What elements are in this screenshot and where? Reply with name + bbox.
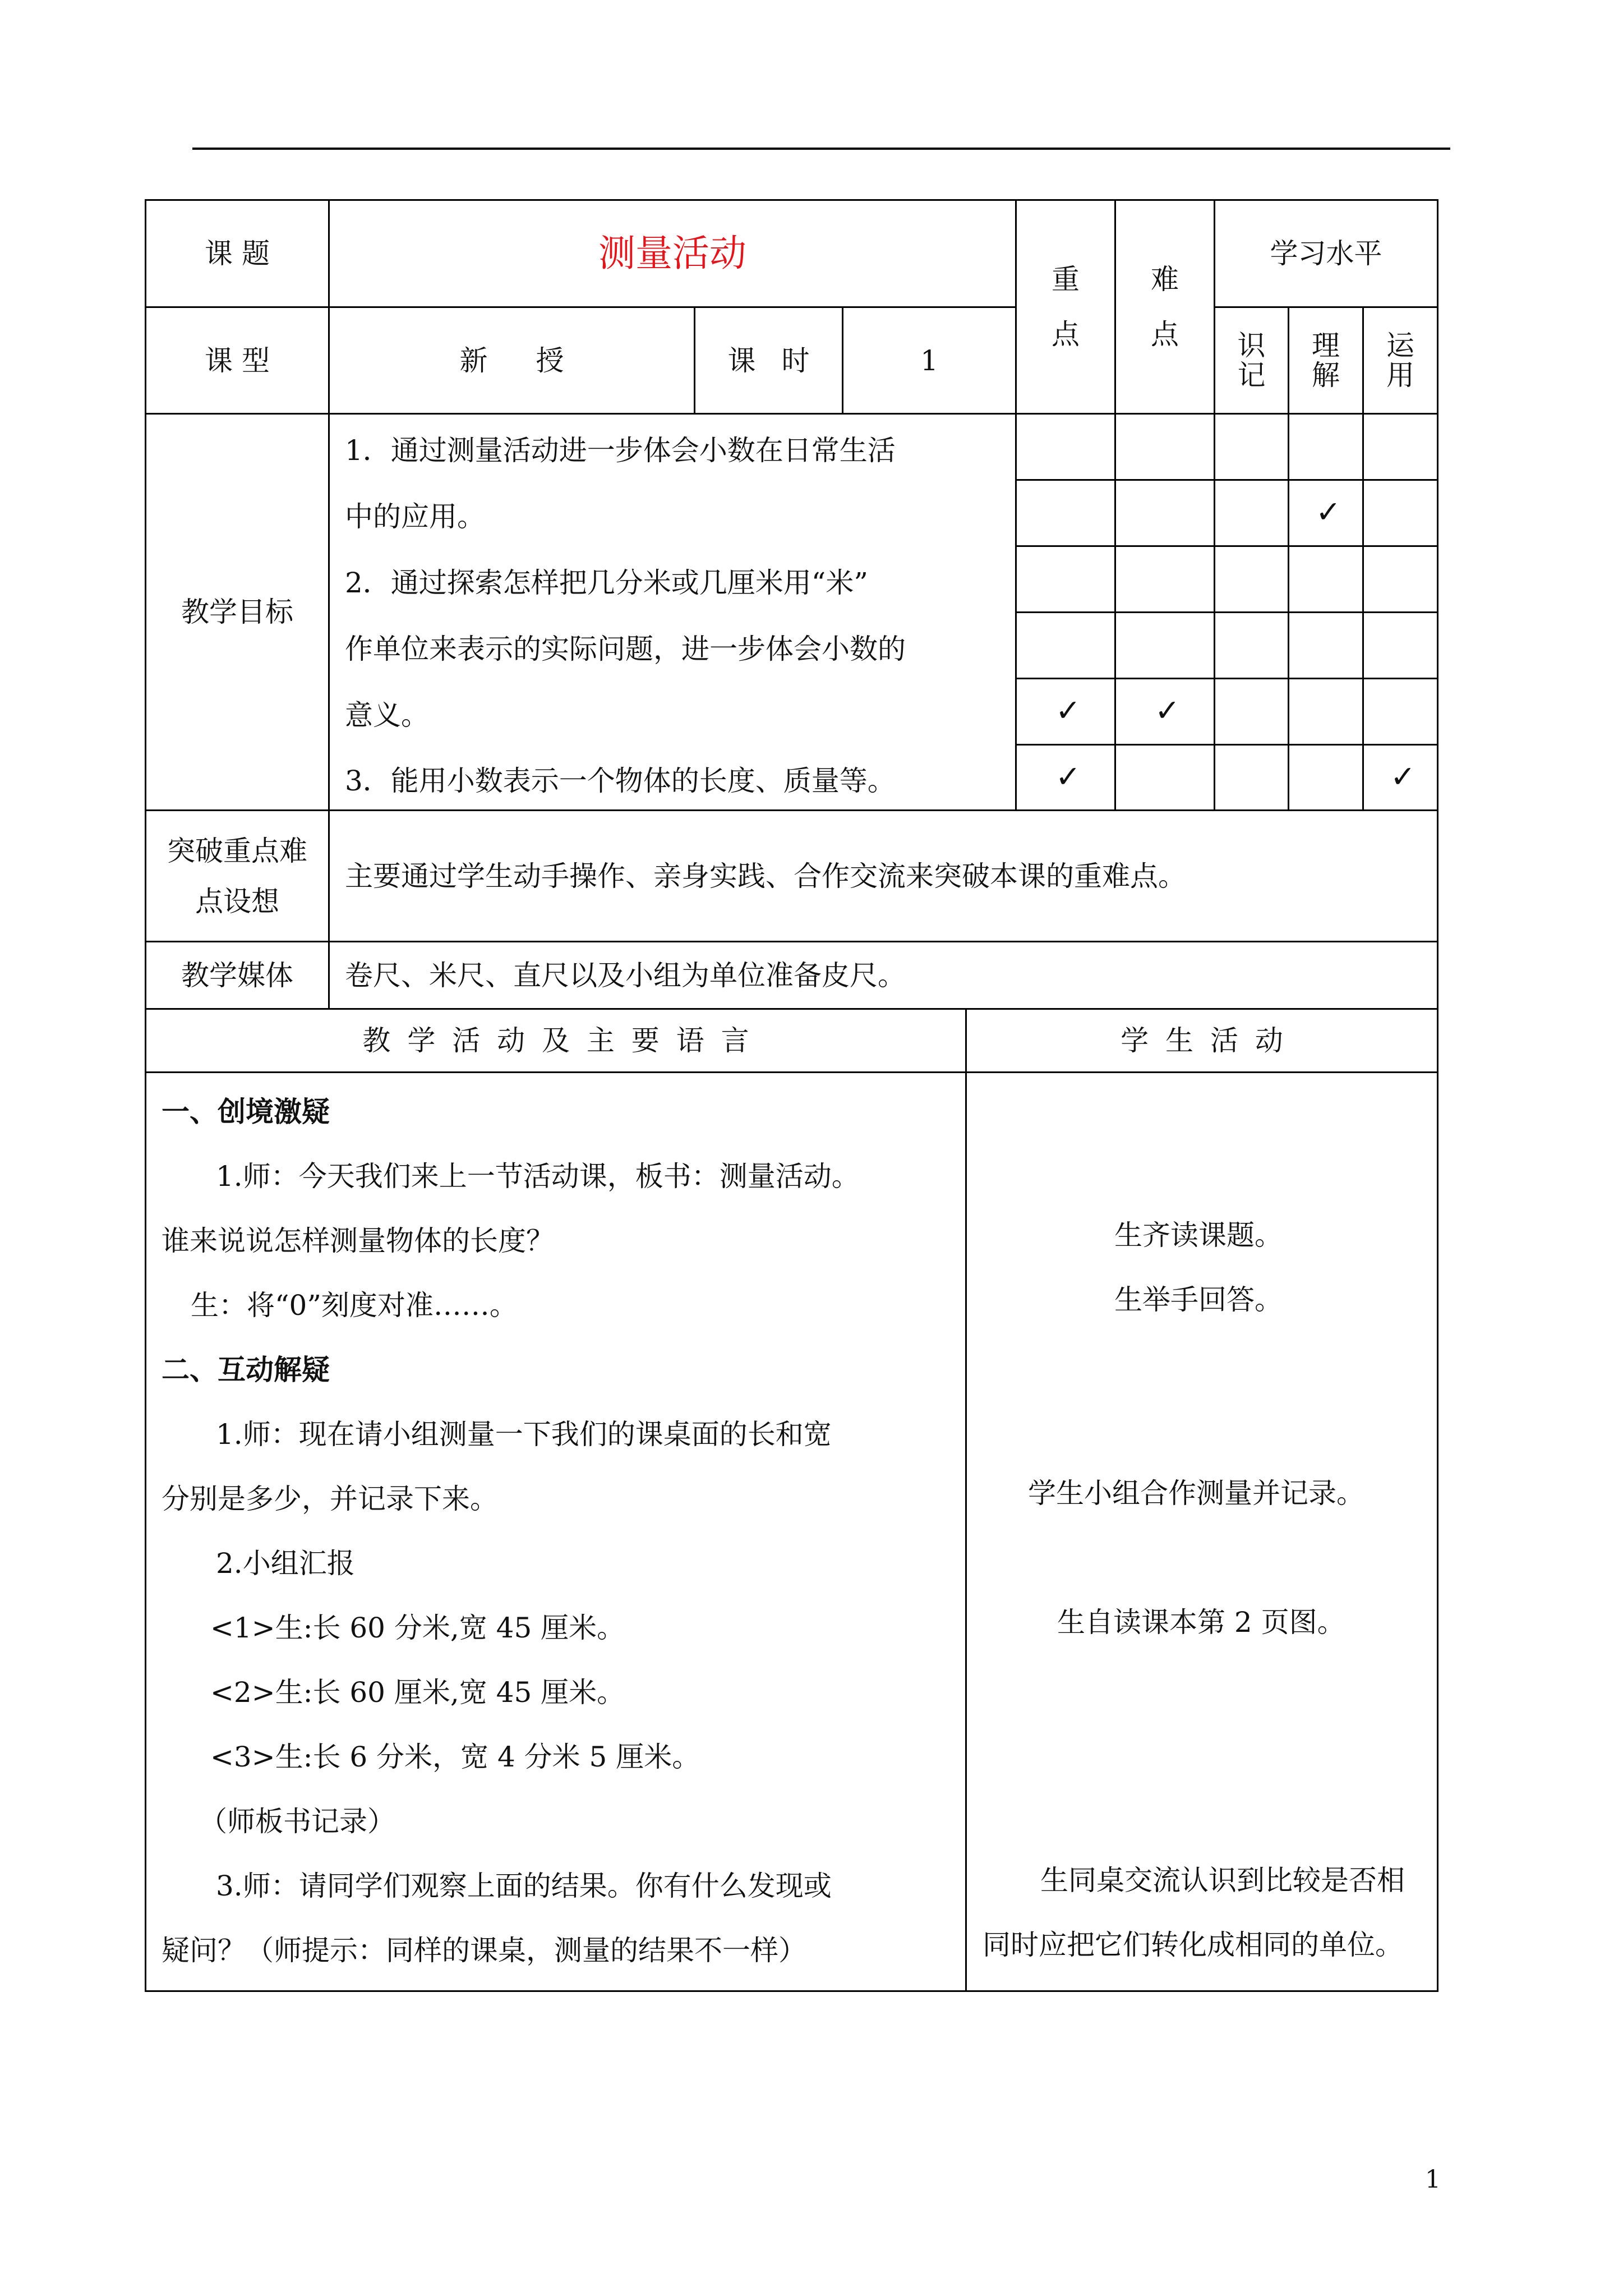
objective-line: 作单位来表示的实际问题，进一步体会小数的	[345, 633, 906, 665]
check-mark-icon: ✓	[1155, 693, 1181, 728]
student-activity-line: 同时应把它们转化成相同的单位。	[983, 1929, 1403, 1961]
difficulty-header	[1116, 201, 1214, 413]
key-points-label-2: 点	[1052, 318, 1080, 351]
level-col-line: 用	[1386, 358, 1414, 392]
activity-line: 生：将“0”刻度对准……。	[191, 1289, 518, 1322]
section-heading: 二、互动解疑	[162, 1353, 330, 1386]
breakthrough-label-line: 突破重点难	[167, 834, 307, 867]
lesson-type-value: 新 授	[459, 344, 564, 377]
level-col-line: 识	[1237, 329, 1266, 362]
section-heading: 一、创境激疑	[162, 1095, 330, 1128]
lesson-type-label: 课 型	[205, 344, 270, 377]
grid-line	[1015, 479, 1438, 481]
grid-line	[145, 413, 1438, 415]
breakthrough-label-line: 点设想	[195, 885, 279, 918]
grid-line	[965, 1008, 967, 1991]
activity-line: 2.小组汇报	[216, 1547, 355, 1580]
student-activity-line: 生举手回答。	[1114, 1283, 1283, 1316]
difficulty-label-1: 难	[1151, 263, 1179, 296]
student-activity-line: 生自读课本第 2 页图。	[1057, 1606, 1345, 1639]
objective-line: 1．通过测量活动进一步体会小数在日常生活	[345, 434, 896, 467]
activity-line: <2>生:长 60 厘米,宽 45 厘米。	[210, 1676, 625, 1709]
period-value: 1	[920, 344, 938, 377]
table-border-bottom	[145, 1990, 1438, 1992]
check-mark-icon: ✓	[1316, 494, 1341, 530]
activity-line: 分别是多少，并记录下来。	[162, 1483, 498, 1515]
grid-line	[145, 1071, 1438, 1073]
activity-line: 疑问？（师提示：同样的课桌，测量的结果不一样）	[162, 1934, 806, 1967]
activity-line: <3>生:长 6 分米，宽 4 分米 5 厘米。	[210, 1741, 700, 1773]
breakthrough-text: 主要通过学生动手操作、亲身实践、合作交流来突破本课的重难点。	[345, 860, 1186, 892]
subject-label: 课 题	[205, 237, 270, 270]
difficulty-label-2: 点	[1151, 318, 1179, 351]
media-text: 卷尺、米尺、直尺以及小组为单位准备皮尺。	[345, 959, 906, 992]
learning-level-header: 学习水平	[1270, 237, 1382, 270]
level-col-understand	[1289, 308, 1362, 413]
check-mark-icon: ✓	[1390, 759, 1416, 794]
level-col-line: 记	[1237, 358, 1266, 392]
activity-line: <1>生:长 60 分米,宽 45 厘米。	[210, 1612, 625, 1644]
teaching-activities-header: 教 学 活 动 及 主 要 语 言	[362, 1024, 749, 1057]
check-mark-icon: ✓	[1055, 693, 1081, 728]
breakthrough-label	[146, 811, 328, 941]
grid-line	[1015, 678, 1438, 679]
grid-line	[1015, 744, 1438, 746]
objective-line: 意义。	[345, 699, 429, 731]
activity-line: 谁来说说怎样测量物体的长度？	[162, 1225, 554, 1257]
level-col-apply	[1364, 308, 1437, 413]
activity-line: 1.师：今天我们来上一节活动课，板书：测量活动。	[216, 1160, 860, 1193]
objective-line: 3．能用小数表示一个物体的长度、质量等。	[345, 765, 896, 797]
objective-line: 中的应用。	[345, 500, 485, 533]
period-label: 课 时	[727, 344, 810, 377]
key-points-label-1: 重	[1052, 263, 1080, 296]
page-number: 1	[1425, 2165, 1441, 2194]
level-col-line: 解	[1312, 358, 1340, 392]
grid-line	[145, 941, 1438, 942]
table-border-right	[1437, 199, 1438, 1992]
activity-line: 1.师：现在请小组测量一下我们的课桌面的长和宽	[216, 1418, 832, 1451]
media-label: 教学媒体	[181, 959, 293, 992]
page-title: 测量活动	[598, 232, 746, 275]
level-col-recall	[1215, 308, 1288, 413]
grid-line	[145, 809, 1438, 811]
grid-line	[1015, 545, 1438, 547]
check-mark-icon: ✓	[1055, 759, 1081, 794]
student-activity-line: 学生小组合作测量并记录。	[1028, 1477, 1364, 1510]
objective-line: 2．通过探索怎样把几分米或几厘米用“米”	[345, 567, 868, 599]
key-points-header	[1017, 201, 1114, 413]
level-col-line: 理	[1312, 329, 1340, 362]
objectives-label: 教学目标	[181, 596, 293, 628]
student-activity-line: 生同桌交流认识到比较是否相	[1040, 1864, 1405, 1897]
activity-line: （师板书记录）	[199, 1805, 395, 1838]
activity-line: 3.师：请同学们观察上面的结果。你有什么发现或	[216, 1870, 832, 1902]
grid-line	[1015, 611, 1438, 613]
level-col-line: 运	[1386, 329, 1414, 362]
student-activities-header: 学 生 活 动	[1121, 1024, 1283, 1057]
student-activity-line: 生齐读课题。	[1114, 1219, 1283, 1251]
